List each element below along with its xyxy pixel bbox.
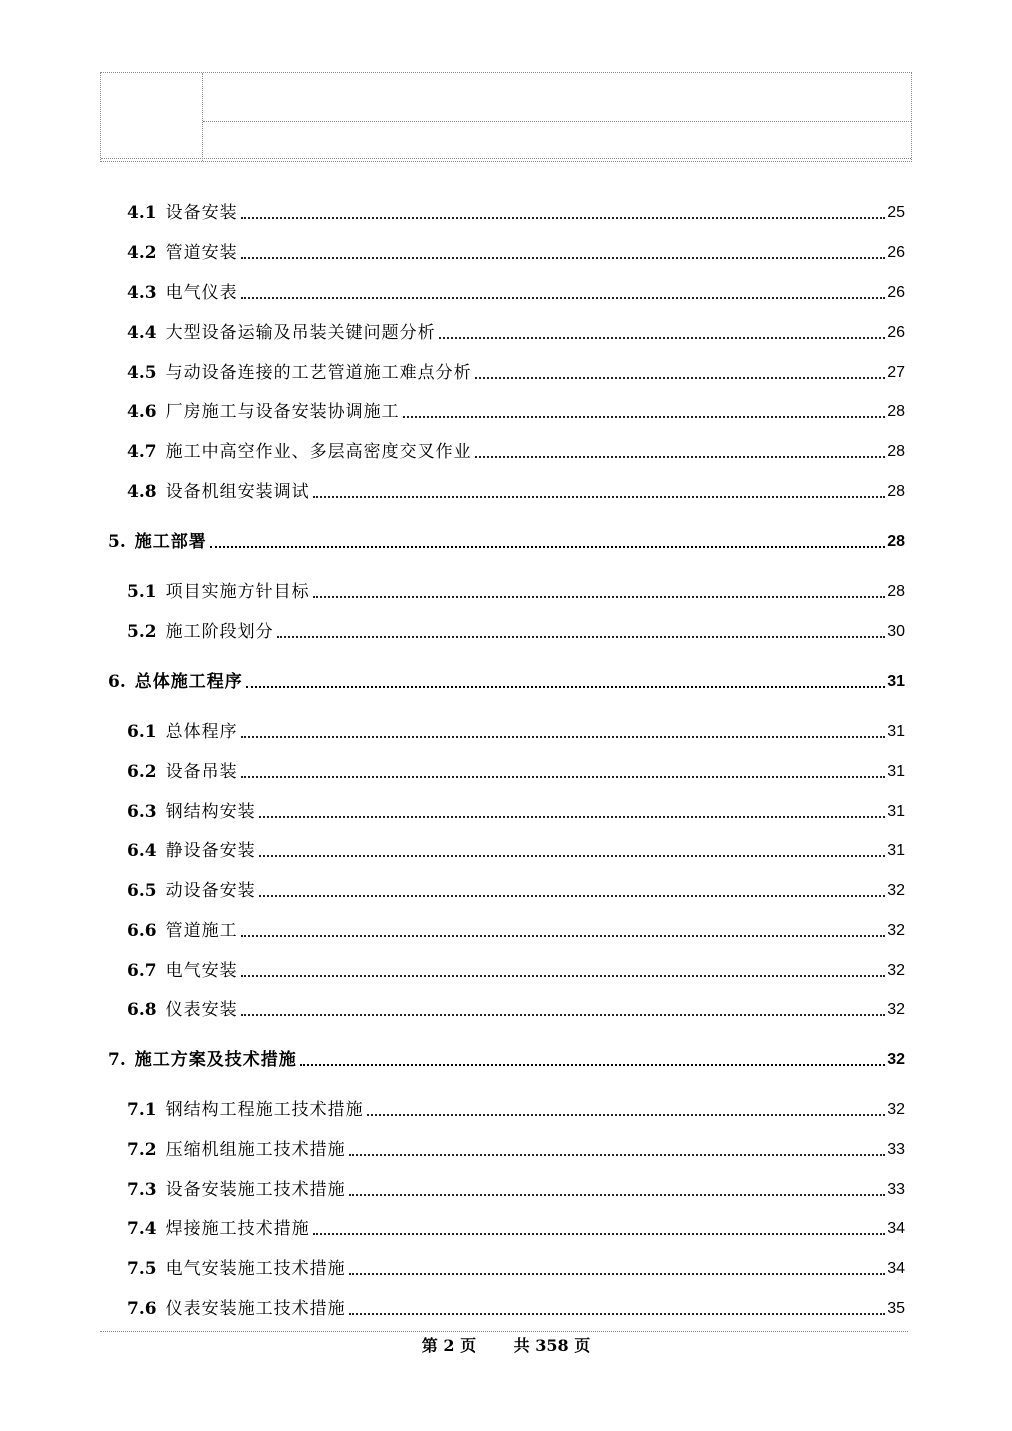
toc-entry-title: 电气仪表 <box>165 283 238 303</box>
toc-section-entry[interactable] <box>108 527 905 553</box>
page-footer <box>0 1335 1012 1357</box>
toc-entry-page-number: 28 <box>887 403 905 420</box>
toc-entry-title: 施工阶段划分 <box>165 622 274 642</box>
toc-entry-number: 4.3 <box>127 283 157 303</box>
toc-dot-leader <box>210 545 885 548</box>
toc-subsection-entry[interactable] <box>127 477 905 503</box>
toc-subsection-entry[interactable] <box>127 577 905 603</box>
toc-dot-leader <box>241 735 886 738</box>
toc-dot-leader <box>475 376 886 379</box>
toc-entry-title: 总体施工程序 <box>134 672 243 692</box>
toc-dot-leader <box>259 894 886 897</box>
toc-entry-title: 管道安装 <box>165 243 238 263</box>
toc-entry-title: 施工部署 <box>134 532 207 552</box>
toc-section-entry[interactable] <box>108 667 905 693</box>
toc-entry-page-number: 33 <box>887 1141 905 1158</box>
toc-subsection-entry[interactable] <box>127 717 905 743</box>
toc-entry-title: 钢结构安装 <box>165 802 256 822</box>
toc-entry-page-number: 26 <box>887 244 905 261</box>
toc-dot-leader <box>300 1063 885 1066</box>
toc-dot-leader <box>403 415 886 418</box>
toc-entry-title: 与动设备连接的工艺管道施工难点分析 <box>165 363 472 383</box>
toc-subsection-entry[interactable] <box>127 238 905 264</box>
toc-dot-leader <box>475 455 886 458</box>
toc-entry-number: 4.4 <box>127 323 157 343</box>
toc-entry-title: 施工中高空作业、多层高密度交叉作业 <box>165 442 472 462</box>
toc-entry-title: 仪表安装 <box>165 1000 238 1020</box>
toc-dot-leader <box>241 256 886 259</box>
toc-entry-title: 电气安装施工技术措施 <box>165 1259 346 1279</box>
toc-dot-leader <box>349 1153 886 1156</box>
toc-entry-page-number: 31 <box>887 842 905 859</box>
toc-entry-title: 动设备安装 <box>165 881 256 901</box>
toc-entry-number: 4.1 <box>127 203 157 223</box>
toc-subsection-entry[interactable] <box>127 916 905 942</box>
toc-entry-title: 仪表安装施工技术措施 <box>165 1299 346 1319</box>
toc-entry-number: 6. <box>108 672 126 692</box>
toc-entry-number: 5.2 <box>127 622 157 642</box>
toc-entry-page-number: 32 <box>887 1101 905 1118</box>
toc-entry-number: 4.2 <box>127 243 157 263</box>
toc-dot-leader <box>367 1113 886 1116</box>
toc-entry-page-number: 27 <box>887 364 905 381</box>
toc-entry-number: 4.7 <box>127 442 157 462</box>
toc-subsection-entry[interactable] <box>127 757 905 783</box>
toc-entry-title: 压缩机组施工技术措施 <box>165 1140 346 1160</box>
toc-entry-number: 7.5 <box>127 1259 157 1279</box>
toc-entry-page-number: 33 <box>887 1181 905 1198</box>
toc-entry-page-number: 32 <box>887 1051 905 1068</box>
toc-entry-title: 管道施工 <box>165 921 238 941</box>
toc-entry-page-number: 31 <box>887 763 905 780</box>
toc-dot-leader <box>259 815 886 818</box>
toc-entry-title: 钢结构工程施工技术措施 <box>165 1100 364 1120</box>
toc-entry-number: 7.4 <box>127 1219 157 1239</box>
toc-subsection-entry[interactable] <box>127 278 905 304</box>
toc-entry-number: 4.5 <box>127 363 157 383</box>
toc-entry-number: 6.1 <box>127 722 157 742</box>
toc-entry-page-number: 28 <box>887 533 905 550</box>
toc-subsection-entry[interactable] <box>127 1175 905 1201</box>
toc-subsection-entry[interactable] <box>127 797 905 823</box>
toc-subsection-entry[interactable] <box>127 1095 905 1121</box>
toc-dot-leader <box>313 595 886 598</box>
toc-subsection-entry[interactable] <box>127 995 905 1021</box>
toc-entry-number: 7.1 <box>127 1100 157 1120</box>
toc-dot-leader <box>241 974 886 977</box>
toc-entry-number: 6.5 <box>127 881 157 901</box>
toc-entry-title: 静设备安装 <box>165 841 256 861</box>
toc-entry-page-number: 26 <box>887 324 905 341</box>
toc-entry-title: 电气安装 <box>165 961 238 981</box>
toc-entry-number: 5.1 <box>127 582 157 602</box>
header-row-divider <box>203 121 911 122</box>
toc-dot-leader <box>241 296 886 299</box>
toc-dot-leader <box>241 775 886 778</box>
toc-entry-page-number: 35 <box>887 1300 905 1317</box>
toc-entry-page-number: 34 <box>887 1260 905 1277</box>
toc-entry-title: 厂房施工与设备安装协调施工 <box>165 402 400 422</box>
toc-entry-title: 焊接施工技术措施 <box>165 1219 310 1239</box>
current-page-label: 第 2 页 <box>421 1336 477 1355</box>
toc-entry-page-number: 31 <box>887 803 905 820</box>
toc-dot-leader <box>241 934 886 937</box>
toc-entry-page-number: 31 <box>887 723 905 740</box>
toc-section-entry[interactable] <box>108 1045 905 1071</box>
toc-subsection-entry[interactable] <box>127 956 905 982</box>
toc-entry-title: 设备安装施工技术措施 <box>165 1180 346 1200</box>
toc-entry-page-number: 28 <box>887 583 905 600</box>
toc-entry-title: 设备机组安装调试 <box>165 482 310 502</box>
toc-dot-leader <box>277 635 886 638</box>
toc-entry-page-number: 30 <box>887 623 905 640</box>
toc-entry-number: 7. <box>108 1050 126 1070</box>
toc-entry-number: 7.6 <box>127 1299 157 1319</box>
toc-dot-leader <box>349 1272 886 1275</box>
toc-entry-title: 大型设备运输及吊装关键问题分析 <box>165 323 436 343</box>
total-pages-label: 共 358 页 <box>513 1336 591 1355</box>
toc-entry-page-number: 32 <box>887 922 905 939</box>
toc-entry-number: 7.2 <box>127 1140 157 1160</box>
toc-subsection-entry[interactable] <box>127 1214 905 1240</box>
toc-dot-leader <box>349 1193 886 1196</box>
toc-entry-number: 6.4 <box>127 841 157 861</box>
header-table <box>100 72 912 162</box>
toc-entry-title: 设备吊装 <box>165 762 238 782</box>
toc-entry-number: 4.8 <box>127 482 157 502</box>
toc-subsection-entry[interactable] <box>127 358 905 384</box>
toc-entry-number: 6.6 <box>127 921 157 941</box>
toc-dot-leader <box>246 685 885 688</box>
toc-entry-title: 项目实施方针目标 <box>165 582 310 602</box>
toc-entry-number: 6.7 <box>127 961 157 981</box>
toc-dot-leader <box>241 216 886 219</box>
toc-entry-title: 施工方案及技术措施 <box>134 1050 297 1070</box>
toc-entry-page-number: 28 <box>887 443 905 460</box>
toc-dot-leader <box>439 336 886 339</box>
toc-subsection-entry[interactable] <box>127 198 905 224</box>
header-bottom-rule <box>101 158 911 159</box>
toc-subsection-entry[interactable] <box>127 1294 905 1320</box>
toc-entry-page-number: 28 <box>887 483 905 500</box>
toc-entry-number: 6.8 <box>127 1000 157 1020</box>
toc-subsection-entry[interactable] <box>127 876 905 902</box>
toc-entry-page-number: 32 <box>887 1001 905 1018</box>
footer-rule <box>100 1331 908 1332</box>
toc-subsection-entry[interactable] <box>127 1135 905 1161</box>
toc-dot-leader <box>313 1232 886 1235</box>
toc-entry-title: 总体程序 <box>165 722 238 742</box>
toc-entry-number: 6.2 <box>127 762 157 782</box>
toc-entry-title: 设备安装 <box>165 203 238 223</box>
toc-subsection-entry[interactable] <box>127 617 905 643</box>
toc-dot-leader <box>313 495 886 498</box>
toc-entry-number: 7.3 <box>127 1180 157 1200</box>
toc-entry-page-number: 31 <box>887 673 905 690</box>
toc-dot-leader <box>349 1312 886 1315</box>
toc-entry-page-number: 25 <box>887 204 905 221</box>
toc-subsection-entry[interactable] <box>127 437 905 463</box>
toc-subsection-entry[interactable] <box>127 836 905 862</box>
toc-subsection-entry[interactable] <box>127 1254 905 1280</box>
toc-subsection-entry[interactable] <box>127 318 905 344</box>
toc-dot-leader <box>259 854 886 857</box>
toc-entry-number: 6.3 <box>127 802 157 822</box>
toc-entry-page-number: 32 <box>887 882 905 899</box>
toc-dot-leader <box>241 1013 886 1016</box>
toc-subsection-entry[interactable] <box>127 397 905 423</box>
header-logo-cell <box>101 73 203 161</box>
toc-entry-page-number: 32 <box>887 962 905 979</box>
toc-entry-page-number: 34 <box>887 1220 905 1237</box>
toc-entry-number: 5. <box>108 532 126 552</box>
toc-entry-page-number: 26 <box>887 284 905 301</box>
toc-entry-number: 4.6 <box>127 402 157 422</box>
